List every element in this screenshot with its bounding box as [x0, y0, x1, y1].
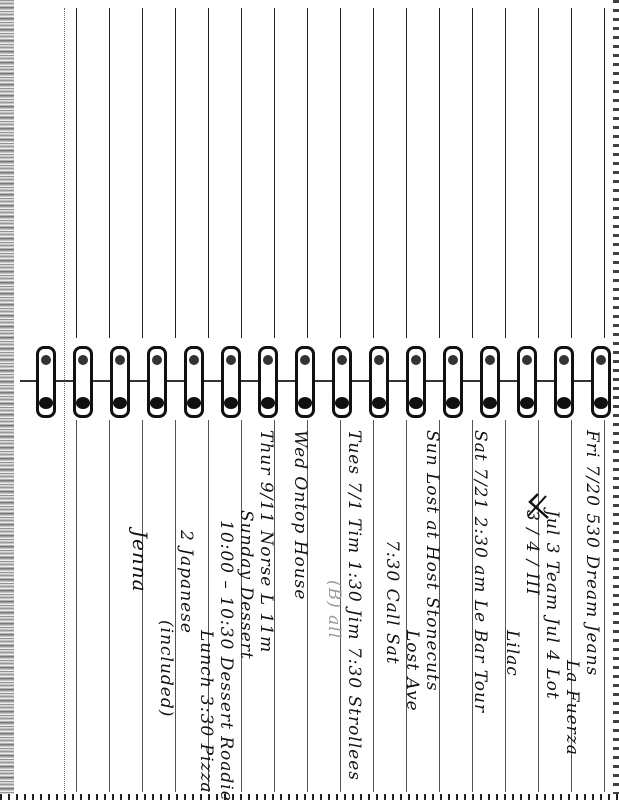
ring-knot: [300, 355, 310, 365]
binding-hole: [113, 397, 127, 409]
ruled-line: [208, 8, 209, 338]
ruled-line: [241, 8, 242, 338]
note-line-wed: Wed Ontop House: [290, 430, 310, 601]
ruled-line: [439, 8, 440, 338]
signature: Jenna: [128, 530, 152, 593]
spiral-ring: [554, 346, 574, 418]
spiral-ring: [36, 346, 56, 418]
note-line-sun-ave: Lost Ave: [402, 630, 422, 712]
binding-hole: [520, 397, 534, 409]
spiral-ring: [332, 346, 352, 418]
spiral-ring: [221, 346, 241, 418]
note-line-la-fuerza: La Fuerza: [562, 660, 582, 756]
ruled-line: [505, 8, 506, 338]
binding-hole: [187, 397, 201, 409]
note-line-tues-sub: (B) all: [324, 580, 344, 640]
spiral-ring: [110, 346, 130, 418]
ruled-line: [538, 8, 539, 338]
note-line-lilac: Lilac: [502, 630, 522, 677]
binding-hole: [483, 397, 497, 409]
note-line-sat: Sat 7/21 2:30 am Le Bar Tour: [470, 430, 490, 714]
ruled-line: [76, 8, 77, 338]
note-line-thur-dessert: Sunday Dessert: [236, 510, 256, 660]
ring-knot: [411, 355, 421, 365]
ring-knot: [596, 355, 606, 365]
spiral-ring: [443, 346, 463, 418]
note-line-fri: Fri 7/20 530 Dream Jeans: [582, 430, 602, 677]
spiral-ring: [184, 346, 204, 418]
ruled-line: [373, 8, 374, 338]
ruled-line: [142, 8, 143, 338]
binding-hole: [298, 397, 312, 409]
spiral-ring: [591, 346, 611, 418]
ring-knot: [522, 355, 532, 365]
note-line-thur: Thur 9/11 Norse L 11m: [256, 430, 276, 654]
note-line-thur-time: 10:00 – 10:30 Dessert Roadie: [216, 520, 236, 802]
ring-knot: [189, 355, 199, 365]
ring-knot: [559, 355, 569, 365]
ring-knot: [115, 355, 125, 365]
binding-hole: [446, 397, 460, 409]
binding-hole: [557, 397, 571, 409]
ring-knot: [337, 355, 347, 365]
handwritten-notes: [10, 430, 610, 800]
ring-knot: [263, 355, 273, 365]
binding-hole: [150, 397, 164, 409]
ring-knot: [374, 355, 384, 365]
spiral-ring: [295, 346, 315, 418]
note-line-sun-call: 7:30 Call Sat: [382, 540, 402, 665]
binding-hole: [76, 397, 90, 409]
ruled-line: [472, 8, 473, 338]
binding-hole: [224, 397, 238, 409]
note-line-jul-3: Jul 3 Team Jul 4 Lot: [542, 510, 562, 700]
ring-knot: [78, 355, 88, 365]
ring-knot: [152, 355, 162, 365]
binding-hole: [409, 397, 423, 409]
binding-hole: [372, 397, 386, 409]
note-line-jul-3-time: 3 / 4 / III: [522, 510, 542, 596]
note-line-thur-included: (included): [156, 620, 176, 718]
spiral-ring: [258, 346, 278, 418]
ruled-line: [604, 8, 605, 338]
note-line-thur-item2: 2 Japanese: [176, 530, 196, 634]
ruled-line: [109, 8, 110, 338]
note-line-thur-lunch: Lunch 3:30 Pizza: [196, 630, 216, 794]
ring-knot: [485, 355, 495, 365]
spiral-ring: [480, 346, 500, 418]
ruled-line: [571, 8, 572, 338]
spiral-ring: [369, 346, 389, 418]
ruled-line: [406, 8, 407, 338]
spiral-ring: [517, 346, 537, 418]
spiral-ring: [406, 346, 426, 418]
spiral-binding: [0, 340, 619, 420]
binding-hole: [261, 397, 275, 409]
ruled-line: [175, 8, 176, 338]
binding-hole: [39, 397, 53, 409]
ruled-line: [340, 8, 341, 338]
note-line-tues: Tues 7/1 Tim 1:30 Jim 7:30 Strollees: [344, 430, 364, 782]
binding-hole: [335, 397, 349, 409]
spiral-ring: [73, 346, 93, 418]
spiral-ring: [147, 346, 167, 418]
ring-knot: [448, 355, 458, 365]
ring-knot: [41, 355, 51, 365]
ruled-line: [274, 8, 275, 338]
binding-hole: [594, 397, 608, 409]
note-line-sun: Sun Lost at Host Stonecuts: [422, 430, 442, 692]
ring-knot: [226, 355, 236, 365]
ruled-line: [307, 8, 308, 338]
